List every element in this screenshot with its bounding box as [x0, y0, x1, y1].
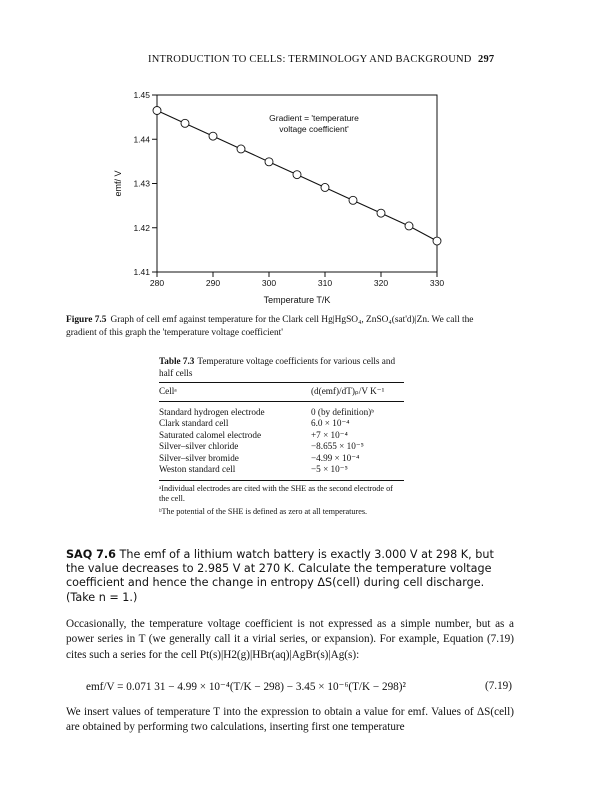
table-cell-value: 0 (by definition)ᵇ	[311, 406, 375, 417]
plot-area	[113, 90, 444, 305]
x-tick-label: 290	[205, 278, 221, 288]
footnote-a: ᵃIndividual electrodes are cited with the SHE as the second electrode of the cell.	[159, 483, 393, 503]
y-tick-label: 1.42	[133, 222, 150, 233]
table-cell-name: Standard hydrogen electrode	[159, 406, 265, 417]
data-point	[405, 222, 413, 230]
table-cell-value: 6.0 × 10⁻⁴	[311, 418, 350, 428]
equation-number: (7.19)	[484, 680, 512, 692]
x-tick-label: 300	[261, 278, 277, 288]
table-cell-name: Silver–silver chloride	[159, 441, 239, 451]
table-row	[159, 407, 404, 419]
table-body	[159, 402, 404, 480]
column-header-coefficient: (d(emf)/dT)ₚ/V K⁻¹	[311, 386, 385, 396]
data-point	[209, 132, 217, 140]
table-cell-value: +7 × 10⁻⁴	[311, 429, 348, 440]
page-number: 297	[478, 54, 495, 65]
data-point	[433, 237, 441, 245]
table-cell-name: Clark standard cell	[159, 418, 229, 428]
y-tick-label: 1.41	[133, 267, 150, 277]
table-cell-value: −8.655 × 10⁻⁵	[311, 441, 364, 451]
table-cell-name: Silver–silver bromide	[159, 452, 239, 463]
table-caption	[159, 355, 404, 379]
y-axis-label: emf/ V	[113, 170, 123, 197]
data-point	[237, 145, 245, 153]
table-row	[159, 441, 404, 453]
table-cell-value: −5 × 10⁻⁵	[311, 464, 348, 474]
x-tick-label: 330	[429, 278, 445, 288]
table-row	[159, 453, 404, 465]
table-cell-value: −4.99 × 10⁻⁴	[311, 452, 360, 463]
table-footnotes	[159, 484, 404, 518]
table-label: Table 7.3	[159, 356, 195, 366]
data-point	[293, 171, 301, 179]
data-point	[377, 209, 385, 217]
table-caption-text: Temperature voltage coefficients for various cells and half cells	[159, 356, 396, 378]
paragraph-2: We insert values of temperature T into the expression to obtain a value for emf. Values of ΔS(cell) are obtained by performing two calculations, inserting first one temperature	[66, 706, 514, 734]
saq-block	[66, 548, 511, 605]
x-tick-label: 280	[149, 278, 165, 288]
footnote-b: ᵇThe potential of the SHE is defined as zero at all temperatures.	[159, 506, 368, 516]
y-tick-label: 1.44	[133, 134, 150, 145]
table-header-row	[159, 386, 404, 398]
coefficients-table	[159, 355, 404, 519]
x-axis-label: Temperature T/K	[263, 295, 331, 305]
y-tick-label: 1.45	[133, 90, 150, 100]
data-point	[265, 158, 273, 166]
data-point	[153, 106, 161, 114]
table-cell-name: Saturated calomel electrode	[159, 429, 262, 440]
table-row	[159, 430, 404, 442]
column-header-cell: Cellᵃ	[159, 386, 177, 396]
table-cell-name: Weston standard cell	[159, 464, 236, 474]
emf-temperature-chart	[0, 78, 615, 313]
table-row	[159, 464, 404, 476]
table-row	[159, 418, 404, 430]
data-point	[181, 119, 189, 127]
data-point	[321, 183, 329, 191]
header-title: INTRODUCTION TO CELLS: TERMINOLOGY AND BACKGROUND	[148, 54, 472, 65]
x-tick-label: 310	[317, 278, 333, 288]
saq-text: The emf of a lithium watch battery is exactly 3.000 V at 298 K, but the value decreases to 2.985 V at 270 K. Calculate the temperature voltage coefficient and hence the change in entropy ΔS(cell) during cell discharge. (Take n = 1.)	[66, 548, 494, 604]
saq-label: SAQ 7.6	[66, 548, 116, 561]
chart-annotation: Gradient = 'temperature	[269, 113, 359, 123]
figure-caption	[66, 314, 506, 340]
figure-label: Figure 7.5	[66, 315, 107, 325]
data-point	[349, 196, 357, 204]
chart-annotation: voltage coefficient'	[279, 124, 349, 134]
paragraph-1: Occasionally, the temperature voltage coefficient is not expressed as a simple number, but as a power series in T (we generally call it a virial series, or expansion). For example, Equation (7.19) cites such a series for the cell Pt(s)|H2(g)|HBr(aq)|AgBr(s)|Ag(s):	[66, 618, 514, 661]
x-tick-label: 320	[373, 278, 389, 288]
figure-caption-text: Graph of cell emf against temperature for the Clark cell Hg|HgSO₄, ZnSO₄(sat'd)|Zn. We call the gradient of this graph the 'temperature voltage coefficient'	[66, 315, 474, 338]
y-tick-label: 1.43	[133, 178, 150, 189]
equation-expression: emf/V = 0.071 31 − 4.99 × 10⁻⁴(T/K − 298) − 3.45 × 10⁻⁶(T/K − 298)²	[86, 681, 406, 693]
